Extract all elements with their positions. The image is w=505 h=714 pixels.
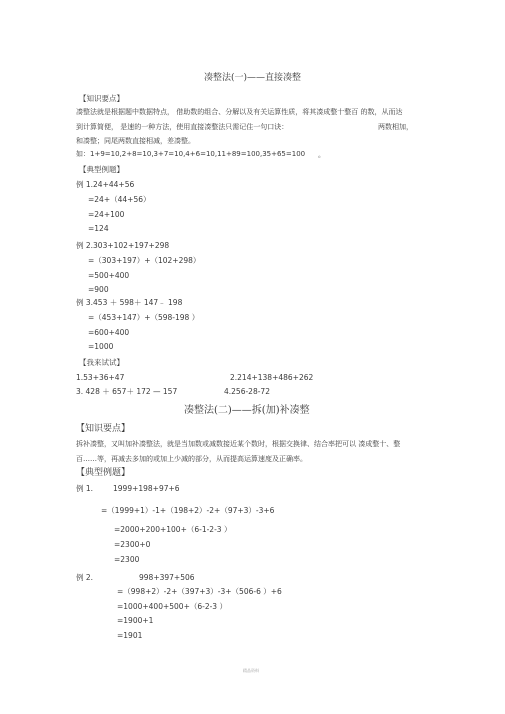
section2-title: 凑整法(二)——拆(加)补凑整 xyxy=(184,405,310,416)
example-3-step-1: =（453+147）+（598-198 ） xyxy=(88,313,200,322)
examples-line: 如：1+9=10,2+8=10,3+7=10,4+6=10,11+89=100,35+65=100 xyxy=(76,150,306,158)
s2-example-2-step-3: =1900+1 xyxy=(117,616,154,625)
knowledge-text-line-3: 和凑整；同尾两数直接相减，差凑整。 xyxy=(76,137,195,145)
s2-example-2-label: 例 2. xyxy=(76,573,94,582)
s2-example-2-step-2: =1000+400+500+（6-2-3 ） xyxy=(117,602,227,611)
example-1-step-3: =124 xyxy=(88,224,109,233)
example-2-problem: 例 2.303+102+197+298 xyxy=(76,241,170,250)
example-2-step-1: =（303+197）+（102+298） xyxy=(88,256,201,265)
page-footer: 精品资料 xyxy=(243,668,259,673)
examples-dot: 。 xyxy=(318,151,325,159)
example-2-step-2: =500+400 xyxy=(88,271,130,280)
try-heading: 【我来试试】 xyxy=(79,358,124,367)
example-3-problem: 例 3.453 ＋ 598＋ 147﹣ 198 xyxy=(76,298,183,307)
try-item-4: 4.256-28-72 xyxy=(224,387,270,396)
example-3-step-2: =600+400 xyxy=(88,328,130,337)
typical-heading-2: 【典型例题】 xyxy=(76,468,131,478)
example-1-step-2: =24+100 xyxy=(88,210,125,219)
try-item-1: 1.53+36+47 xyxy=(76,373,125,382)
example-3-step-3: =1000 xyxy=(88,342,114,351)
s2-example-2-step-1: =（998+2）-2+（397+3）-3+（506-6 ）+6 xyxy=(117,587,282,596)
example-2-step-3: =900 xyxy=(88,285,109,294)
s2-example-2-step-4: =1901 xyxy=(117,631,143,640)
section1-title: 凑整法(一)——直接凑整 xyxy=(204,73,302,83)
knowledge-text-line-2-right: 两数相加， xyxy=(378,123,413,131)
s2-example-1-label: 例 1. xyxy=(76,484,94,493)
example-1-problem: 例 1.24+44+56 xyxy=(76,180,135,189)
s2-example-1-step-2: =2000+200+100+（6-1-2-3 ） xyxy=(114,525,232,534)
knowledge-heading-1: 【知识要点】 xyxy=(79,94,124,103)
s2-example-1-problem: 1999+198+97+6 xyxy=(113,484,180,493)
try-item-2: 2.214+138+486+262 xyxy=(230,373,314,382)
try-item-3: 3. 428 ＋ 657＋ 172 — 157 xyxy=(76,387,178,396)
s2-example-1-step-4: =2300 xyxy=(114,555,140,564)
typical-heading-1: 【典型例题】 xyxy=(79,165,124,174)
example-1-step-1: =24+（44+56） xyxy=(88,195,151,204)
s2-example-1-step-1: =（1999+1）-1+（198+2）-2+（97+3）-3+6 xyxy=(101,506,275,515)
knowledge2-text-line-1: 拆补凑整，又叫加补凑整法，就是当加数或减数接近某个数时，根据交换律、结合率把可以 凑成整十、整 xyxy=(76,440,401,448)
knowledge2-text-line-2: 百……等，再减去多加的或加上少减的部分，从而提高运算速度及正确率。 xyxy=(76,455,307,463)
s2-example-1-step-3: =2300+0 xyxy=(114,540,151,549)
s2-example-2-problem: 998+397+506 xyxy=(139,573,195,582)
knowledge-text-line-1: 凑整法就是根据题中数据特点， 借助数的组合、分解以及有关运算性质，将其凑成整十整百 的数，从而达 xyxy=(76,108,403,116)
knowledge-text-line-2: 到计算简便， 是速的一种方法，使用直接凑整法只需记住一句口诀： xyxy=(76,123,289,131)
knowledge-heading-2: 【知识要点】 xyxy=(76,424,131,434)
